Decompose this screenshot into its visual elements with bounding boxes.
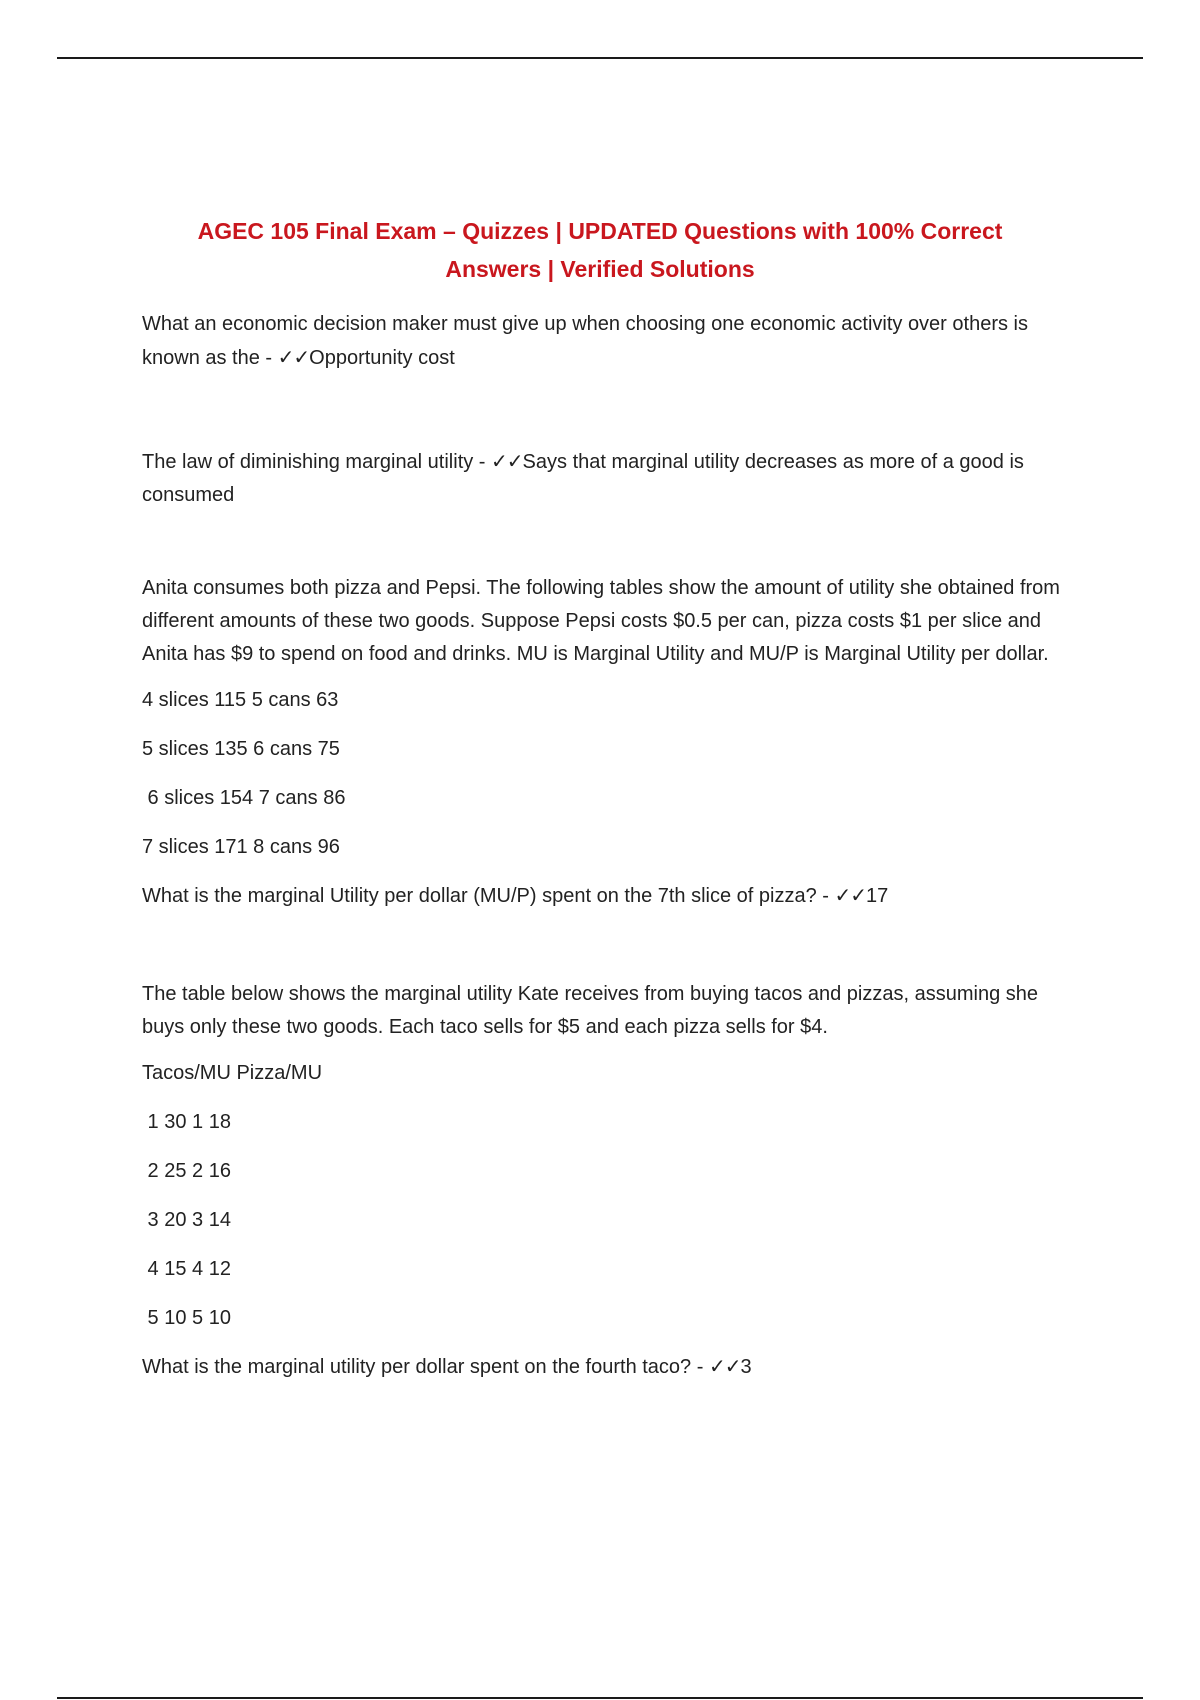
spacer [142,512,1072,572]
spacer [142,913,1072,978]
bottom-rule [57,1697,1143,1699]
question-text: The law of diminishing marginal utility - [142,451,492,473]
check-mark-icon: ✓✓ [277,347,310,369]
question-text: What an economic decision maker must give up when choosing one economic activity over others is known as the - [142,313,1028,369]
question-text: What is the marginal Utility per dollar (MU/P) spent on the 7th slice of pizza? - [142,885,835,907]
question-opportunity-cost [142,307,1072,375]
spacer [142,1044,1072,1056]
anita-table-row: 6 slices 154 7 cans 86 [142,787,346,809]
anita-table-row: 7 slices 171 8 cans 96 [142,836,340,858]
answer-text: Opportunity cost [309,347,455,369]
answer-text: Says that marginal utility decreases as more of a good is consumed [142,451,1024,506]
question-mu-per-dollar-pizza [142,879,1072,913]
answer-text: 3 [740,1356,752,1378]
anita-table-row: 4 slices 115 5 cans 63 [142,689,339,711]
kate-table-row: 1 30 1 18 [142,1111,231,1133]
kate-table-header: Tacos/MU Pizza/MU [142,1062,323,1084]
anita-table-row: 5 slices 135 6 cans 75 [142,738,340,760]
question-text: What is the marginal utility per dollar spent on the fourth taco? - [142,1356,709,1378]
question-mu-per-dollar-taco [142,1350,1072,1384]
kate-table-row: 2 25 2 16 [142,1160,231,1182]
spacer [142,375,1072,446]
spacer [142,671,1072,683]
kate-table-row: 5 10 5 10 [142,1307,231,1329]
question-diminishing-utility [142,446,1072,512]
kate-table-row: 4 15 4 12 [142,1258,231,1280]
kate-intro-paragraph: The table below shows the marginal utility Kate receives from buying tacos and pizzas, assuming she buys only these two goods. Each taco sells for $5 and each pizza sells for $4. [142,983,1039,1038]
top-rule [57,57,1143,59]
kate-table-row: 3 20 3 14 [142,1209,231,1231]
anita-intro-paragraph: Anita consumes both pizza and Pepsi. The following tables show the amount of utility she obtained from different amounts of these two goods. Suppose Pepsi costs $0.5 per can, pizza costs $1 per slice and Anita has $9 to spend on food and drinks. MU is Marginal Utility and MU/P is Marginal Utility per dollar. [142,577,1060,665]
answer-text: 17 [866,885,889,907]
check-mark-icon: ✓✓ [708,1356,741,1378]
check-mark-icon: ✓✓ [834,885,867,907]
check-mark-icon: ✓✓ [491,451,523,473]
document-body [142,307,1072,1384]
document-title: AGEC 105 Final Exam – Quizzes | UPDATED Questions with 100% Correct Answers | Verified Solutions [197,218,1003,282]
